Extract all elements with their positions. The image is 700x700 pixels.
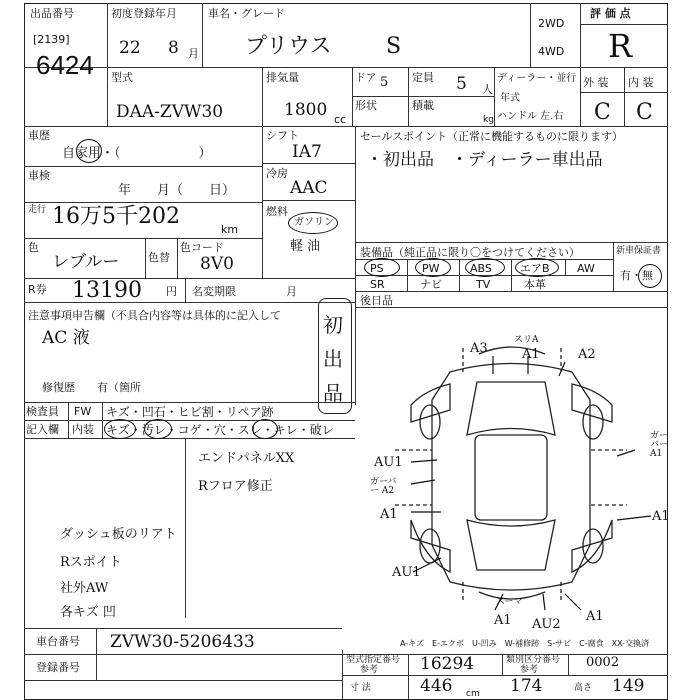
shift-value: IA7	[292, 142, 322, 162]
mileage-label: 走行	[28, 205, 47, 215]
color-code-label: 色コード	[180, 241, 224, 254]
height-label: 高さ	[574, 683, 593, 693]
inspector-line-4: Rスポイト	[60, 555, 122, 570]
interior-text: キズ・汚レ・コゲ・穴・スレ・キレ・破レ	[106, 423, 334, 437]
equipment-leather: 本革	[524, 278, 546, 291]
history-options: 自家用・（ ）	[62, 146, 212, 161]
lot-label: 出品番号	[30, 7, 74, 20]
mark-au1-left: AU1	[374, 455, 403, 470]
mark-suma: スーマ	[496, 597, 523, 607]
month-unit: 月	[188, 47, 199, 60]
interior-tag: 内装	[72, 423, 94, 436]
grade-label: 評 価 点	[590, 7, 631, 20]
notes-text: AC 液	[42, 328, 90, 348]
mark-a1-left: A1	[380, 507, 398, 522]
equipment-sr: SR	[370, 278, 385, 291]
class-value: 0002	[586, 655, 620, 670]
car-name: プリウス	[245, 34, 332, 59]
kg-unit: kg	[483, 115, 494, 125]
vin-value: ZVW30-5206433	[110, 632, 255, 652]
grade-value: R	[608, 27, 633, 65]
shift-label: シフト	[266, 129, 299, 142]
car-diagram	[355, 310, 668, 630]
length-unit: cm	[466, 689, 480, 699]
warranty-label: 新車保証書	[616, 246, 662, 256]
type-no-value: 16294	[420, 654, 475, 674]
first-reg-year: 22	[119, 38, 141, 58]
inspector-line-5: 社外AW	[60, 581, 109, 596]
person-unit: 人	[482, 83, 493, 96]
diagram-legend: A-キズ E-エクボ U-凹み W-補修跡 S-サビ C-腐食 XX-交換済	[400, 639, 650, 648]
equipment-abs: ABS	[470, 262, 492, 275]
type-no-ref: 参考	[360, 665, 379, 675]
color-label: 色	[28, 241, 39, 254]
rear-seat-label: 後日品	[360, 294, 393, 307]
load-label: 積載	[412, 99, 434, 112]
inspector-line-6: 各キズ 凹	[60, 605, 116, 620]
history-circle	[76, 139, 102, 163]
first-listing-stamp-text: 初出品	[323, 313, 343, 405]
equipment-tv: TV	[476, 278, 491, 291]
dim-label: 寸 法	[350, 683, 371, 693]
inspector-label-1: 検査員	[26, 405, 59, 418]
handle-label: ハンドル 左.右	[497, 111, 564, 122]
fuel-gasoline: ガソリン	[294, 217, 334, 228]
shaken-label: 車検	[28, 169, 50, 182]
equipment-aw: AW	[577, 262, 595, 275]
lot-code: [2139]	[33, 33, 70, 46]
ac-label: 冷房	[266, 167, 288, 180]
warranty-value: 有・無	[620, 269, 653, 282]
recycle-value: 13190	[72, 278, 142, 303]
mark-a1-rear-right: A1	[586, 609, 604, 624]
shaken-line: 年 月（ 日）	[118, 183, 236, 198]
equipment-pw-circle	[415, 258, 451, 277]
equipment-navi: ナビ	[420, 278, 442, 291]
doors-label: ドア	[355, 71, 377, 84]
dealer-label: ディーラー・並行	[497, 73, 577, 84]
repair-label: 修復歴 有（箇所	[42, 381, 141, 394]
width-value: 174	[510, 676, 543, 696]
first-reg-month: 8	[168, 38, 179, 58]
history-label: 車歴	[28, 129, 50, 142]
mark-a3: A3	[470, 341, 488, 356]
equipment-ps: PS	[370, 262, 384, 275]
recycle-label: R券	[28, 283, 47, 296]
cc-unit: cc	[334, 113, 347, 126]
mark-sli: スリA	[514, 335, 539, 345]
class-label: 類別区分番号	[506, 655, 561, 665]
reg-label: 登録番号	[36, 661, 80, 674]
capacity-label: 定員	[412, 71, 434, 84]
equipment-airbag: エアB	[520, 262, 550, 275]
scratch-circle	[104, 419, 136, 439]
type-no-label: 型式指定番号	[346, 655, 401, 665]
equipment-airbag-circle	[515, 258, 559, 277]
mark-garnish-a1: ガーバー A1	[650, 431, 669, 459]
drive-4wd: 4WD	[538, 45, 565, 58]
equipment-abs-circle	[465, 258, 505, 277]
notes-label: 注意事項申告欄（不具合内容等は具体的に記入して	[28, 309, 281, 322]
wear-circle	[252, 419, 278, 439]
yen-unit: 円	[166, 285, 177, 298]
first-reg-label: 初度登録年月	[111, 7, 177, 20]
ext-value: C	[594, 100, 611, 125]
mark-a1-top: A1	[522, 347, 540, 362]
equipment-label: 装備品（純正品に限り〇をつけてください）	[360, 246, 580, 259]
model-label: 型式	[111, 71, 133, 84]
displacement-label: 排気量	[266, 71, 299, 84]
lot-number: 6424	[36, 50, 94, 80]
displacement-value: 1800	[284, 100, 328, 120]
mileage-value: 16万5千202	[52, 204, 180, 229]
color-value: レブルー	[52, 252, 120, 272]
name-label: 車名・グレード	[208, 7, 285, 20]
exterior-tag: FW	[74, 405, 92, 418]
capacity-value: 5	[456, 74, 467, 94]
inspector-line-2: Rフロア修正	[198, 479, 273, 494]
ac-value: AAC	[290, 178, 328, 198]
expiry-label: 名変期限	[192, 285, 236, 298]
length-value: 446	[420, 676, 453, 696]
selling-points-text: ・初出品 ・ディーラー車出品	[366, 150, 603, 170]
equipment-ps-circle	[364, 258, 400, 277]
mark-a1-right: A1	[652, 509, 670, 524]
equipment-pw: PW	[422, 262, 440, 275]
selling-points-label: セールスポイント（正常に機能するものに限ります）	[360, 130, 624, 143]
mark-a2-top: A2	[578, 347, 596, 362]
fuel-circle	[288, 212, 338, 234]
shape-label: 形状	[355, 99, 377, 112]
mark-au1-rear: AU1	[392, 565, 421, 580]
exterior-text: キズ・凹石・ヒビ割・リペア跡	[106, 405, 274, 419]
stain-circle	[144, 419, 172, 439]
class-ref: 参考	[520, 665, 539, 675]
doors-value: 5	[380, 75, 389, 90]
year-label: 年式	[500, 93, 520, 104]
model-value: DAA-ZVW30	[116, 102, 224, 122]
warranty-circle	[638, 264, 662, 288]
height-value: 149	[612, 676, 645, 696]
expiry-month: 月	[286, 285, 297, 298]
mark-au2-rear: AU2	[532, 617, 561, 632]
fuel-label: 燃料	[266, 205, 288, 218]
color-code-value: 8V0	[200, 254, 234, 274]
mark-garnish-a2: ガーバー A2	[370, 477, 397, 496]
inspector-line-3: ダッシュ板のリアト	[60, 527, 177, 542]
int-label: 内 装	[628, 76, 654, 89]
car-grade: S	[386, 34, 402, 59]
km-unit: km	[221, 223, 239, 236]
mark-a1-rear: A1	[494, 613, 512, 628]
inspector-line-1: エンドパネルXX	[198, 451, 295, 466]
ext-label: 外 装	[583, 76, 609, 89]
int-value: C	[636, 100, 653, 125]
fuel-diesel: 軽 油	[290, 239, 321, 254]
inspector-label-2: 記入欄	[26, 423, 59, 436]
drive-2wd: 2WD	[538, 17, 565, 30]
vin-label: 車台番号	[36, 635, 80, 648]
color-change-label: 色替	[148, 251, 170, 264]
